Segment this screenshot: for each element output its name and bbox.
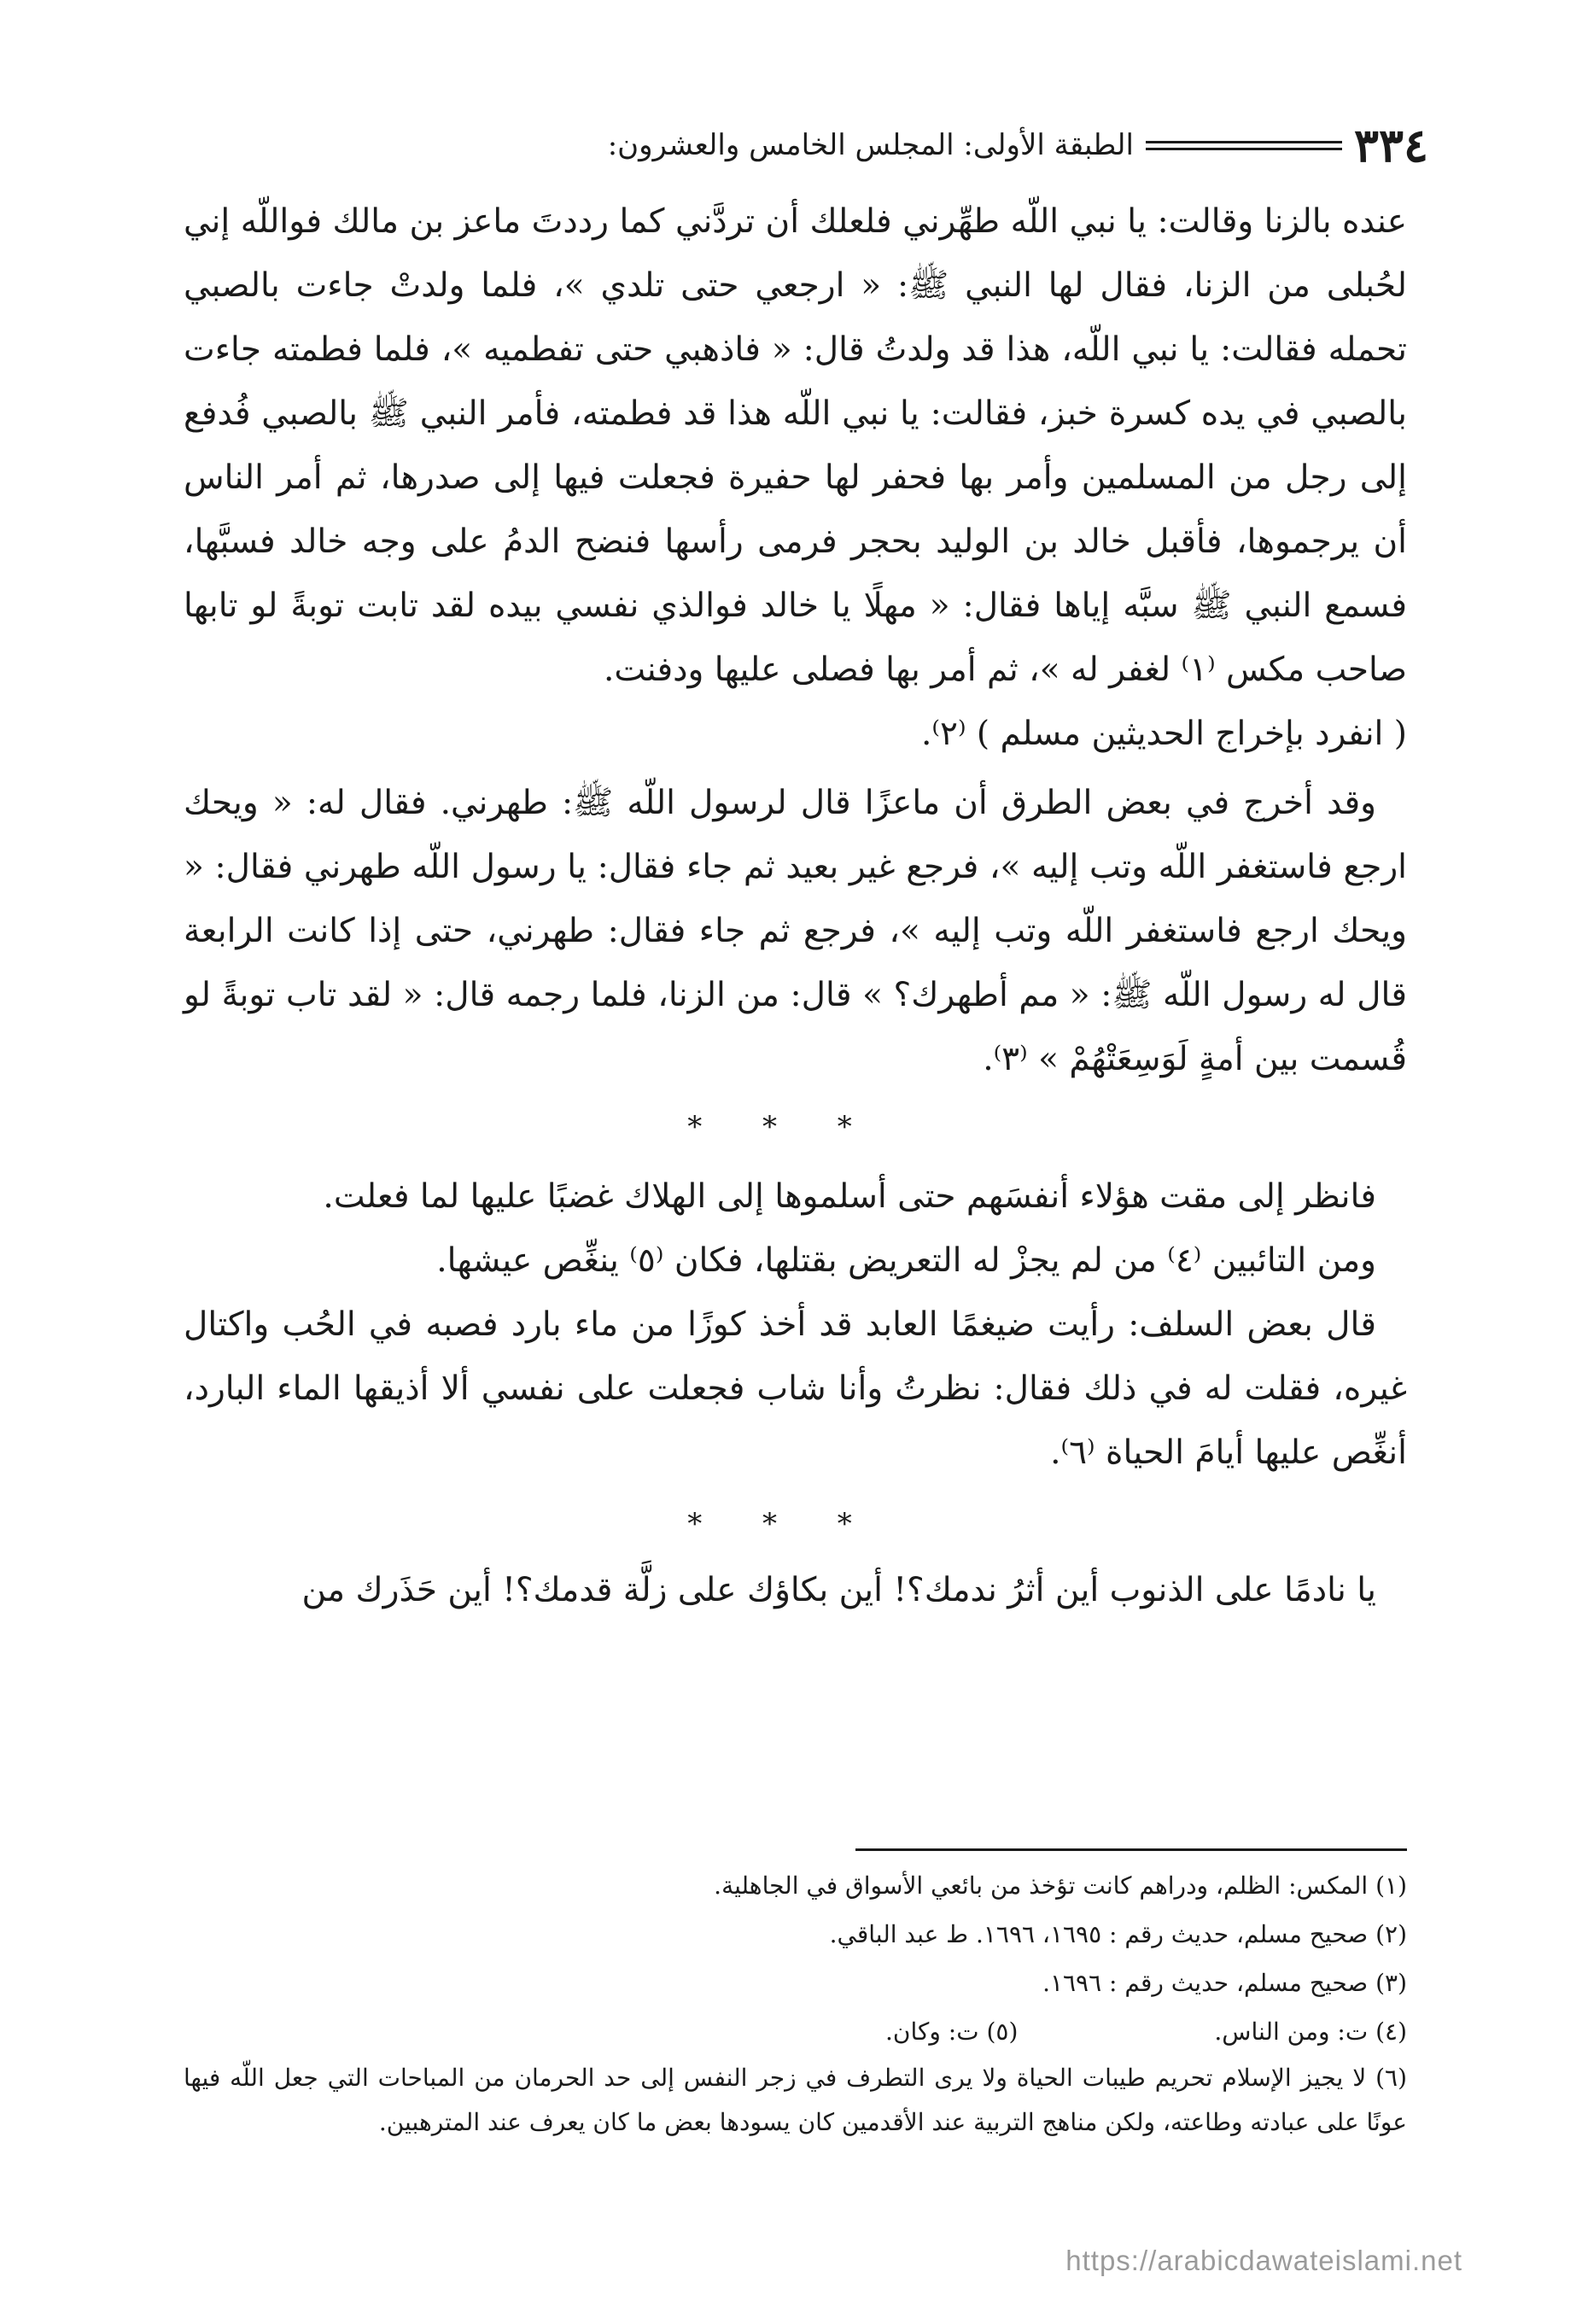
paragraph-hadith-ghamidiyya: عنده بالزنا وقالت: يا نبي اللّه طهِّرني فلعلك أن تردَّني كما رددتَ ماعز بن مالك فواللّه إني لحُبلى من الزنا، فقال لها النبي ﷺ: « ارجعي حتى تلدي »، فلما ولدتْ جاءت بالصبي تحمله فقالت: يا نبي اللّه، هذا قد ولدتُ قال: « فاذهبي حتى تفطميه »، فلما فطمته جاءت بالصبي في يده كسرة خبز، فقالت: يا نبي اللّه هذا قد فطمته، فأمر النبي ﷺ بالصبي فُدفع إلى رجل من المسلمين وأمر بها فحفر لها حفيرة فجعلت فيها إلى صدرها، ثم أمر الناس أن يرجموها، فأقبل خالد بن الوليد بحجر فرمى رأسها فنضح الدمُ على وجه خالد فسبَّها، فسمع النبي ﷺ سبَّه إياها فقال: « مهلًا يا خالد فوالذي نفسي بيده لقد تابت توبةً لو تابها صاحب مكس ⁽١⁾ لغفر له »، ثم أمر بها فصلى عليها ودفنت. xyxy=(184,202,1407,689)
footnote-6: (٦) لا يجيز الإسلام تحريم طيبات الحياة ولا يرى التطرف في زجر النفس إلى حد الحرمان من المباحات التي جعل اللّه فيها عونًا على عبادته وطاعته، ولكن مناهج التربية عند الأقدمين كان يسودها بعض ما كان يعرف عند المترهبين. xyxy=(184,2064,1407,2136)
footnote-4: (٤) ت: ومن الناس. xyxy=(1214,2017,1407,2046)
paragraph-exhortation: يا نادمًا على الذنوب أين أثرُ ندمك؟! أين بكاؤك على زلَّة قدمك؟! أين حَذَرك من xyxy=(301,1571,1376,1609)
section-separator: * * * xyxy=(687,1110,878,1144)
paragraph-repentant: ومن التائبين ⁽٤⁾ من لم يجزْ له التعريض بقتلها، فكان ⁽٥⁾ ينغِّص عيشها. xyxy=(436,1241,1376,1280)
footnotes xyxy=(184,1861,1407,2145)
footnote-2: (٢) صحيح مسلم، حديث رقم : ١٦٩٥، ١٦٩٦. ط عبد الباقي. xyxy=(829,1920,1407,1948)
footnote-5: (٥) ت: وكان. xyxy=(885,2017,1019,2046)
header-rule-line xyxy=(1146,148,1342,150)
main-text xyxy=(184,190,1407,1622)
footnote-1: (١) المكس: الظلم، ودراهم كانت تؤخذ من بائعي الأسواق في الجاهلية. xyxy=(714,1871,1407,1900)
header-double-rule xyxy=(1146,141,1342,150)
page-header xyxy=(154,120,1428,171)
page-number: ٣٣٤ xyxy=(1353,118,1428,172)
footnote-divider xyxy=(855,1848,1407,1851)
running-title: الطبقة الأولى: المجلس الخامس والعشرون: xyxy=(607,128,1134,162)
footnote-row-4-5 xyxy=(184,2007,1407,2056)
source-watermark: https://arabicdawateislami.net xyxy=(1065,2245,1462,2276)
header-rule-line xyxy=(1146,141,1342,143)
paragraph-maiz-narration: وقد أخرج في بعض الطرق أن ماعزًا قال لرسول اللّه ﷺ: طهرني. فقال له: « ويحك ارجع فاستغفر اللّه وتب إليه »، فرجع غير بعيد ثم جاء فقال: يا رسول اللّه طهرني فقال: « ويحك ارجع فاستغفر اللّه وتب إليه »، فرجع ثم جاء فقال: طهرني، حتى إذا كانت الرابعة قال له رسول اللّه ﷺ: « مم أطهرك؟ » قال: من الزنا، فلما رجمه قال: « لقد تاب توبةً لو قُسمت بين أمةٍ لَوَسِعَتْهُمْ » ⁽٣⁾. xyxy=(184,784,1407,1078)
footnote-3: (٣) صحيح مسلم، حديث رقم : ١٦٩٦. xyxy=(1042,1969,1407,1997)
paragraph-reflection: فانظر إلى مقت هؤلاء أنفسَهم حتى أسلموها إلى الهلاك غضبًا عليها لما فعلت. xyxy=(323,1177,1376,1216)
paragraph-salaf-saying: قال بعض السلف: رأيت ضيغمًا العابد قد أخذ كوزًا من ماء بارد فصبه في الحُب واكتال غيره، فقلت له في ذلك فقال: نظرتُ وأنا شاب فجعلت على نفسي ألا أذيقها الماء البارد، أنغِّص عليها أيامَ الحياة ⁽٦⁾. xyxy=(184,1305,1407,1472)
paragraph-citation: ( انفرد بإخراج الحديثين مسلم ) ⁽٢⁾. xyxy=(921,715,1407,753)
section-separator: * * * xyxy=(687,1507,878,1541)
